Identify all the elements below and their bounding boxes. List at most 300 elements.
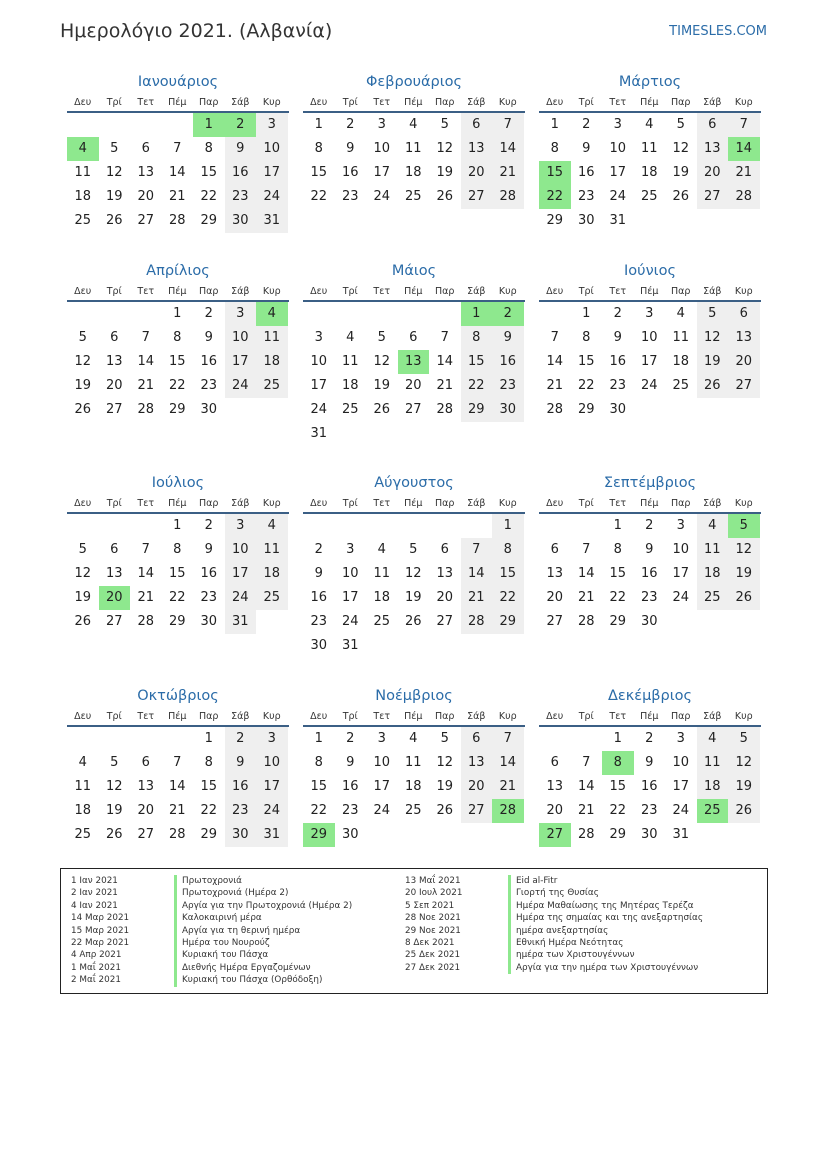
weekday-label: Τετ: [137, 711, 155, 722]
weekday-label: Κυρ: [498, 286, 517, 297]
day-cell: 28: [577, 827, 595, 842]
weekday-label: Παρ: [435, 286, 455, 297]
empty-cell: [461, 514, 493, 538]
day-cell: 4: [346, 330, 355, 345]
legend-date: 1 Ιαν 2021: [71, 876, 118, 886]
day-cell: 9: [613, 330, 622, 345]
day-cell: 3: [676, 518, 685, 533]
weekday-header: [303, 494, 525, 514]
weekday-label: Παρ: [199, 498, 219, 509]
day-cell: 6: [728, 302, 760, 326]
legend-date: 1 Μαΐ 2021: [71, 962, 121, 973]
week-row: [303, 422, 525, 446]
week-row: [67, 350, 289, 374]
empty-cell: [130, 514, 162, 538]
day-cell: 9: [582, 141, 591, 156]
day-cell: 16: [200, 354, 218, 369]
day-cell: 24: [640, 378, 658, 393]
weekday-label: Πέμ: [168, 498, 187, 509]
month-name: Μάρτιος: [618, 74, 682, 90]
day-cell: 21: [546, 378, 564, 393]
day-cell: 3: [256, 727, 288, 751]
legend-names-col-1: [174, 875, 352, 987]
day-cell: 16: [640, 779, 658, 794]
week-row: [67, 823, 289, 847]
day-cell: 21: [577, 803, 595, 818]
day-cell: 23: [492, 374, 524, 398]
empty-cell: [398, 302, 430, 326]
weekday-label: Πέμ: [404, 97, 423, 108]
weekday-label: Τετ: [373, 498, 391, 509]
month-name: Μάιος: [391, 263, 437, 279]
day-cell: 27: [728, 374, 760, 398]
day-cell: 8: [314, 755, 323, 770]
weekday-label: Παρ: [671, 711, 691, 722]
day-cell: 14: [461, 562, 493, 586]
month-10: [67, 685, 289, 847]
day-cell: 22: [168, 590, 186, 605]
day-cell: 27: [105, 402, 123, 417]
day-cell: 10: [341, 566, 359, 581]
day-cell: 25: [74, 213, 92, 228]
day-cell: 22: [200, 803, 218, 818]
day-cell: 7: [492, 727, 524, 751]
empty-cell: [398, 514, 430, 538]
day-cell: 2: [582, 117, 591, 132]
empty-cell: [429, 302, 461, 326]
legend-date: 28 Νοε 2021: [405, 913, 461, 924]
weekday-label: Τρί: [106, 97, 122, 108]
day-cell: 17: [256, 161, 288, 185]
day-cell: 12: [436, 755, 454, 770]
day-cell: 4: [377, 542, 386, 557]
day-cell: 21: [436, 378, 454, 393]
day-cell: 3: [676, 731, 685, 746]
day-cell: 13: [546, 779, 564, 794]
empty-cell: [697, 209, 729, 233]
day-cell: 9: [204, 330, 213, 345]
day-cell: 5: [728, 727, 760, 751]
week-row: [539, 185, 761, 209]
empty-cell: [728, 398, 760, 422]
day-cell: 27: [697, 185, 729, 209]
day-cell: 10: [225, 538, 257, 562]
day-cell: 19: [728, 775, 760, 799]
weekday-header: [303, 93, 525, 113]
weekday-label: Δευ: [310, 498, 328, 509]
week-row: [303, 586, 525, 610]
month-name: Αύγουστος: [374, 475, 454, 491]
empty-cell: [728, 610, 760, 634]
weekday-label: Σάβ: [467, 97, 486, 108]
day-cell: 26: [436, 803, 454, 818]
day-cell: 23: [225, 185, 257, 209]
day-cell: 17: [640, 354, 658, 369]
day-cell: 26: [697, 374, 729, 398]
weekday-label: Παρ: [671, 97, 691, 108]
day-cell: 11: [74, 165, 92, 180]
day-cell: 12: [105, 779, 123, 794]
weekday-label: Τετ: [373, 286, 391, 297]
site-link[interactable]: TIMESLES.COM: [669, 24, 767, 39]
day-cell: 18: [672, 354, 690, 369]
weekday-header: [539, 282, 761, 302]
day-cell: 17: [225, 562, 257, 586]
weekday-label: Σάβ: [467, 286, 486, 297]
day-cell: 26: [404, 614, 422, 629]
legend-date: 20 Ιουλ 2021: [405, 888, 463, 899]
day-cell: 19: [728, 562, 760, 586]
legend-holiday-name: Αργία για τη θερινή ημέρα: [174, 925, 352, 937]
legend-names-col-2: [508, 875, 703, 974]
day-cell: 3: [346, 542, 355, 557]
empty-cell: [429, 422, 461, 446]
day-cell: 7: [173, 755, 182, 770]
day-cell: 26: [728, 799, 760, 823]
week-row: [303, 326, 525, 350]
day-cell: 1: [582, 306, 591, 321]
day-cell: 17: [373, 165, 391, 180]
day-cell: 2: [492, 302, 524, 326]
weekday-label: Τρί: [578, 97, 594, 108]
day-cell: 16: [310, 590, 328, 605]
day-cell: 12: [373, 354, 391, 369]
day-cell: 9: [492, 326, 524, 350]
day-cell: 25: [672, 378, 690, 393]
day-cell: 13: [697, 137, 729, 161]
week-row: [539, 775, 761, 799]
week-row: [539, 350, 761, 374]
day-cell: 7: [141, 542, 150, 557]
day-cell: 17: [341, 590, 359, 605]
day-cell: 9: [645, 542, 654, 557]
empty-cell: [697, 610, 729, 634]
empty-cell: [99, 727, 131, 751]
weekday-label: Δευ: [310, 97, 328, 108]
day-cell: 7: [461, 538, 493, 562]
day-cell: 18: [404, 779, 422, 794]
empty-cell: [256, 398, 288, 422]
day-cell: 30: [200, 614, 218, 629]
day-cell: 27: [461, 799, 493, 823]
week-row: [539, 398, 761, 422]
day-cell: 12: [728, 538, 760, 562]
weekday-label: Τρί: [106, 286, 122, 297]
day-cell: 21: [577, 590, 595, 605]
day-cell: 10: [672, 755, 690, 770]
day-cell: 13: [436, 566, 454, 581]
day-cell: 29: [200, 213, 218, 228]
empty-cell: [366, 422, 398, 446]
week-row: [303, 185, 525, 209]
day-cell: 1: [550, 117, 559, 132]
week-row: [539, 799, 761, 823]
day-cell: 7: [582, 542, 591, 557]
legend-date: 4 Απρ 2021: [71, 950, 122, 961]
day-cell: 22: [609, 803, 627, 818]
day-cell: 21: [168, 803, 186, 818]
day-cell: 22: [539, 185, 571, 209]
day-cell: 28: [436, 402, 454, 417]
weekday-label: Σάβ: [231, 711, 250, 722]
day-cell: 6: [409, 330, 418, 345]
weekday-label: Σάβ: [467, 711, 486, 722]
day-cell: 1: [492, 514, 524, 538]
day-cell: 1: [314, 117, 323, 132]
day-cell: 2: [346, 731, 355, 746]
day-cell: 16: [609, 354, 627, 369]
day-cell: 29: [168, 402, 186, 417]
month-6: [539, 260, 761, 422]
day-cell: 14: [577, 779, 595, 794]
week-row: [303, 302, 525, 326]
day-cell: 11: [341, 354, 359, 369]
day-cell: 16: [577, 165, 595, 180]
day-cell: 7: [173, 141, 182, 156]
day-cell: 8: [314, 141, 323, 156]
month-name: Φεβρουάριος: [365, 74, 463, 90]
day-cell: 15: [577, 354, 595, 369]
legend-holiday-name: Πρωτοχρονιά (Ημέρα 2): [174, 887, 352, 899]
day-cell: 30: [310, 638, 328, 653]
day-cell: 20: [105, 378, 123, 393]
weekday-label: Δευ: [546, 498, 564, 509]
weekday-label: Δευ: [546, 711, 564, 722]
day-cell: 5: [110, 141, 119, 156]
day-cell: 14: [168, 779, 186, 794]
day-cell: 23: [225, 799, 257, 823]
week-row: [539, 562, 761, 586]
day-cell: 5: [409, 542, 418, 557]
week-row: [539, 326, 761, 350]
legend-holiday-name: Ημέρα της σημαίας και της ανεξαρτησίας: [508, 912, 703, 924]
day-cell: 21: [492, 775, 524, 799]
day-cell: 5: [676, 117, 685, 132]
day-cell: 2: [613, 306, 622, 321]
day-cell: 29: [168, 614, 186, 629]
empty-cell: [130, 727, 162, 751]
day-cell: 8: [204, 141, 213, 156]
day-cell: 4: [409, 731, 418, 746]
weekday-label: Δευ: [74, 97, 92, 108]
day-cell: 6: [461, 727, 493, 751]
weekday-label: Παρ: [671, 286, 691, 297]
weekday-label: Κυρ: [262, 711, 281, 722]
weekday-label: Τρί: [342, 97, 358, 108]
weekday-label: Κυρ: [734, 498, 753, 509]
day-cell: 15: [492, 562, 524, 586]
day-cell: 15: [200, 165, 218, 180]
day-cell: 8: [602, 751, 634, 775]
weekday-label: Σάβ: [231, 286, 250, 297]
day-cell: 4: [67, 137, 99, 161]
month-5: [303, 260, 525, 446]
day-cell: 9: [225, 751, 257, 775]
empty-cell: [99, 514, 131, 538]
empty-cell: [256, 610, 288, 634]
weekday-label: Δευ: [74, 498, 92, 509]
day-cell: 20: [546, 590, 564, 605]
month-4: [67, 260, 289, 422]
empty-cell: [665, 209, 697, 233]
week-row: [67, 514, 289, 538]
weekday-label: Τετ: [137, 286, 155, 297]
day-cell: 21: [461, 586, 493, 610]
day-cell: 10: [373, 755, 391, 770]
month-12: [539, 685, 761, 847]
week-row: [539, 209, 761, 233]
day-cell: 19: [436, 165, 454, 180]
day-cell: 21: [492, 161, 524, 185]
legend-holiday-name: Ημέρα του Νουρούζ: [174, 937, 352, 949]
day-cell: 20: [728, 350, 760, 374]
day-cell: 2: [645, 731, 654, 746]
day-cell: 14: [577, 566, 595, 581]
week-row: [539, 137, 761, 161]
week-row: [67, 185, 289, 209]
day-cell: 19: [672, 165, 690, 180]
day-cell: 12: [404, 566, 422, 581]
week-row: [67, 562, 289, 586]
legend-date: 2 Ιαν 2021: [71, 888, 118, 899]
day-cell: 24: [225, 374, 257, 398]
weekday-label: Σάβ: [703, 286, 722, 297]
empty-cell: [366, 514, 398, 538]
day-cell: 20: [436, 590, 454, 605]
day-cell: 18: [74, 189, 92, 204]
month-name: Απρίλιος: [146, 263, 210, 279]
weekday-header: [67, 93, 289, 113]
day-cell: 19: [436, 779, 454, 794]
legend-holiday-name: Διεθνής Ημέρα Εργαζομένων: [174, 962, 352, 974]
empty-cell: [461, 823, 493, 847]
day-cell: 4: [697, 514, 729, 538]
month-name: Ιανουάριος: [137, 74, 219, 90]
day-cell: 28: [492, 799, 524, 823]
month-3: [539, 71, 761, 233]
weekday-header: [67, 494, 289, 514]
week-row: [303, 610, 525, 634]
day-cell: 22: [168, 378, 186, 393]
day-cell: 25: [341, 402, 359, 417]
day-cell: 6: [550, 542, 559, 557]
legend-date: 25 Δεκ 2021: [405, 950, 461, 961]
day-cell: 23: [341, 189, 359, 204]
day-cell: 16: [200, 566, 218, 581]
day-cell: 30: [640, 614, 658, 629]
weekday-label: Κυρ: [498, 498, 517, 509]
day-cell: 4: [409, 117, 418, 132]
day-cell: 1: [613, 518, 622, 533]
day-cell: 18: [74, 803, 92, 818]
day-cell: 27: [539, 823, 571, 847]
day-cell: 20: [461, 775, 493, 799]
legend-holiday-name: Πρωτοχρονιά: [174, 875, 352, 887]
day-cell: 8: [550, 141, 559, 156]
week-row: [67, 538, 289, 562]
day-cell: 23: [640, 803, 658, 818]
empty-cell: [130, 113, 162, 137]
day-cell: 31: [256, 823, 288, 847]
day-cell: 8: [582, 330, 591, 345]
day-cell: 31: [225, 610, 257, 634]
month-9: [539, 472, 761, 634]
weekday-label: Πέμ: [640, 286, 659, 297]
week-row: [303, 562, 525, 586]
day-cell: 15: [168, 354, 186, 369]
empty-cell: [571, 727, 603, 751]
day-cell: 20: [697, 161, 729, 185]
day-cell: 25: [404, 803, 422, 818]
day-cell: 9: [645, 755, 654, 770]
day-cell: 27: [404, 402, 422, 417]
day-cell: 29: [546, 213, 564, 228]
day-cell: 19: [74, 590, 92, 605]
day-cell: 23: [310, 614, 328, 629]
day-cell: 6: [461, 113, 493, 137]
day-cell: 7: [492, 113, 524, 137]
day-cell: 25: [373, 614, 391, 629]
day-cell: 28: [577, 614, 595, 629]
day-cell: 27: [461, 185, 493, 209]
empty-cell: [162, 113, 194, 137]
day-cell: 24: [373, 803, 391, 818]
empty-cell: [67, 727, 99, 751]
month-name: Σεπτέμβριος: [603, 475, 697, 491]
day-cell: 20: [546, 803, 564, 818]
empty-cell: [492, 422, 524, 446]
day-cell: 29: [492, 610, 524, 634]
day-cell: 3: [314, 330, 323, 345]
holiday-legend: [60, 868, 768, 994]
day-cell: 16: [640, 566, 658, 581]
empty-cell: [398, 823, 430, 847]
week-row: [539, 113, 761, 137]
week-row: [67, 775, 289, 799]
day-cell: 8: [461, 326, 493, 350]
day-cell: 28: [137, 614, 155, 629]
day-cell: 3: [377, 117, 386, 132]
weekday-label: Παρ: [435, 711, 455, 722]
day-cell: 13: [105, 566, 123, 581]
day-cell: 18: [697, 775, 729, 799]
day-cell: 19: [404, 590, 422, 605]
empty-cell: [162, 727, 194, 751]
day-cell: 23: [640, 590, 658, 605]
empty-cell: [571, 514, 603, 538]
day-cell: 17: [256, 775, 288, 799]
day-cell: 15: [461, 350, 493, 374]
weekday-label: Πέμ: [404, 498, 423, 509]
month-1: [67, 71, 289, 233]
empty-cell: [461, 422, 493, 446]
empty-cell: [634, 209, 666, 233]
legend-date: 4 Ιαν 2021: [71, 900, 118, 911]
weekday-label: Κυρ: [262, 286, 281, 297]
weekday-label: Δευ: [546, 97, 564, 108]
day-cell: 29: [609, 827, 627, 842]
day-cell: 31: [672, 827, 690, 842]
day-cell: 30: [200, 402, 218, 417]
legend-holiday-name: ημέρα των Χριστουγέννων: [508, 949, 703, 961]
weekday-header: [539, 93, 761, 113]
day-cell: 12: [697, 326, 729, 350]
day-cell: 11: [640, 141, 658, 156]
week-row: [67, 610, 289, 634]
day-cell: 4: [78, 755, 87, 770]
day-cell: 12: [105, 165, 123, 180]
day-cell: 29: [200, 827, 218, 842]
